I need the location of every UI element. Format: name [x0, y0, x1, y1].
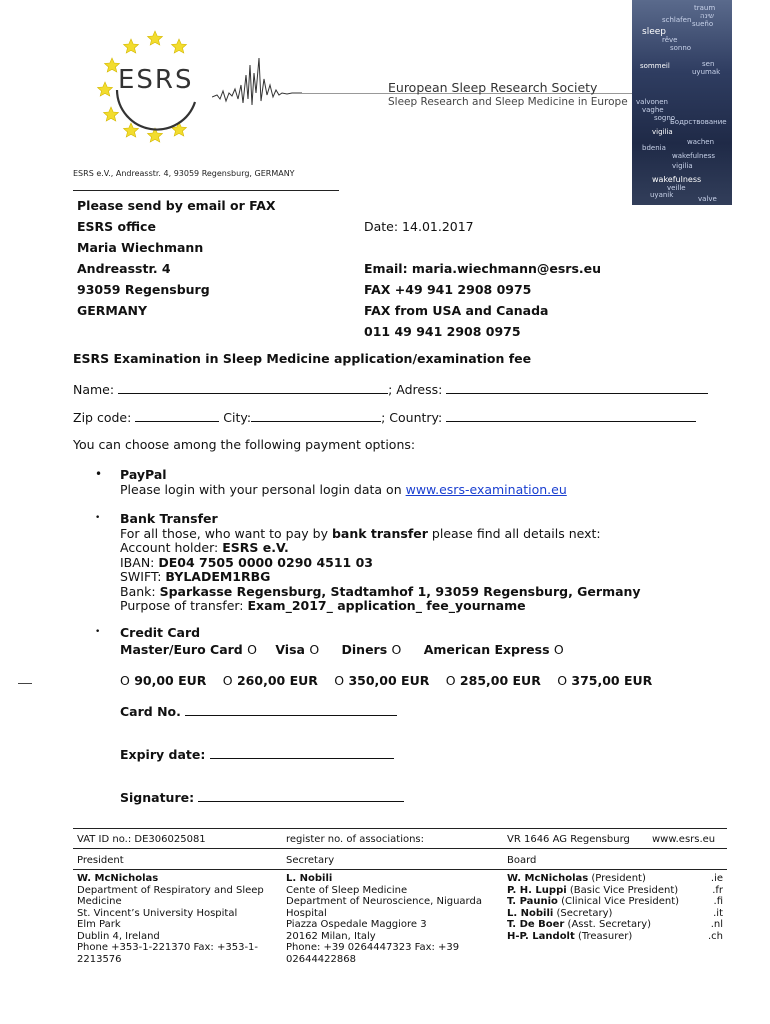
radio-icon[interactable]: O [445, 673, 456, 688]
swift-value: BYLADEM1RBG [165, 569, 271, 584]
secretary-line: 02644422868 [286, 953, 356, 965]
board-member-name: L. Nobili [507, 907, 554, 919]
card-type-diners[interactable] [342, 642, 402, 657]
card-type-row [120, 643, 680, 658]
board-member-name: H-P. Landolt [507, 930, 575, 942]
president-title: President [77, 855, 124, 866]
sleep-word: sen [702, 60, 715, 68]
paypal-heading: PayPal [120, 467, 167, 482]
city-field[interactable] [251, 409, 381, 422]
president-block [77, 873, 277, 965]
zip-city-country-row [73, 409, 696, 425]
bank-intro-b: bank transfer [331, 525, 428, 541]
board-member-role: (Clinical Vice President) [561, 896, 680, 907]
purpose-value: Exam_2017_ application_ fee_yourname [247, 598, 526, 613]
exam-website-link[interactable]: www.esrs-examination.eu [405, 481, 567, 497]
sleep-word: wakefulness [672, 152, 716, 160]
board-member-country: .fi [713, 896, 723, 907]
radio-icon[interactable]: O [120, 673, 130, 688]
fax-text: FAX +49 941 2908 0975 [364, 282, 532, 297]
fax-usa-number: 011 49 941 2908 0975 [364, 324, 521, 339]
name-address-row [73, 381, 708, 397]
secretary-name: L. Nobili [286, 873, 333, 884]
payment-intro: You can choose among the following payment options: [73, 437, 416, 452]
sleep-word: traum [694, 4, 716, 12]
sleep-word: Бодрствование [670, 118, 727, 126]
board-member-name: P. H. Luppi [507, 884, 567, 896]
sleep-word: rêve [662, 36, 678, 44]
secretary-line: Department of Neuroscience, Niguarda [286, 896, 482, 907]
sleep-word: uyumak [692, 68, 721, 76]
country-label: ; Country: [381, 410, 443, 425]
board-member [507, 919, 723, 931]
board-title: Board [507, 855, 537, 866]
president-line: Medicine [77, 896, 122, 907]
sleep-word: vigilia [652, 128, 673, 136]
board-member [507, 931, 723, 943]
paypal-text: Please login with your personal login data on [120, 481, 402, 497]
card-number-row [120, 703, 397, 720]
contact-block [364, 216, 601, 342]
radio-icon[interactable]: O [309, 642, 320, 657]
sleep-word: valve [698, 195, 717, 203]
board-member-name: T. De Boer [507, 919, 565, 930]
email-text: Email: maria.wiechmann@esrs.eu [364, 261, 602, 276]
amount-label: 375,00 EUR [571, 673, 653, 688]
board-member-country: .ch [707, 930, 723, 942]
signature-label: Signature: [120, 790, 195, 805]
board-block [507, 873, 723, 942]
card-number-field[interactable] [185, 703, 397, 716]
recipient-line: 93059 Regensburg [77, 282, 210, 297]
card-heading: Credit Card [120, 625, 201, 640]
board-member [507, 873, 723, 885]
card-type-label: Diners [341, 642, 388, 657]
secretary-line: Hospital [286, 907, 327, 919]
bullet-icon: • [95, 467, 103, 481]
register-number: VR 1646 AG Regensburg [507, 834, 630, 845]
president-line: Department of Respiratory and Sleep [77, 884, 264, 896]
footer-bottom-rule [73, 869, 727, 870]
board-member-country: .ie [710, 873, 723, 884]
radio-icon[interactable]: O [334, 673, 345, 688]
expiry-field[interactable] [210, 746, 394, 759]
radio-icon[interactable]: O [222, 673, 233, 688]
president-name: W. McNicholas [77, 873, 159, 884]
bullet-icon: • [95, 513, 101, 523]
board-member-role: (Asst. Secretary) [567, 919, 652, 930]
sleep-word: wakefulness [652, 175, 702, 184]
expiry-label: Expiry date: [120, 747, 206, 762]
date-text: Date: 14.01.2017 [364, 219, 474, 234]
secretary-line: Phone: +39 0264447323 Fax: +39 [286, 942, 460, 953]
bank-intro-a: For all those, who want to pay by [120, 525, 328, 541]
name-field[interactable] [118, 381, 388, 394]
card-number-label: Card No. [120, 704, 181, 719]
recipient-line: ESRS office [77, 219, 156, 234]
sleep-word: sonno [670, 44, 692, 52]
fax-usa-label: FAX from USA and Canada [364, 303, 549, 318]
amount-option[interactable] [223, 673, 318, 688]
president-line: 2213576 [77, 953, 122, 965]
holder-label: Account holder: [120, 540, 219, 555]
board-member-role: (Secretary) [556, 907, 613, 919]
card-type-amex[interactable] [424, 642, 564, 657]
board-member-name: T. Paunio [507, 896, 558, 907]
register-label: register no. of associations: [286, 834, 425, 845]
recipient-line: Maria Wiechmann [77, 240, 204, 255]
bullet-icon: • [95, 627, 101, 637]
sleep-word: sleep [642, 27, 666, 37]
card-type-label: American Express [423, 642, 550, 657]
esrs-logo-text: ESRS [118, 65, 194, 95]
purpose-label: Purpose of transfer: [120, 598, 244, 613]
footer-top-rule [73, 828, 727, 829]
holder-value: ESRS e.V. [222, 540, 289, 555]
secretary-line: 20162 Milan, Italy [286, 930, 376, 942]
country-field[interactable] [446, 409, 696, 422]
bank-option [120, 512, 641, 614]
footer-mid-rule [73, 848, 727, 849]
board-member-role: (Treasurer) [577, 930, 633, 942]
name-label: Name: [73, 382, 115, 397]
recipient-line: GERMANY [77, 303, 148, 318]
board-member [507, 908, 723, 920]
board-member-country: .nl [710, 919, 723, 930]
sleep-word: wachen [687, 138, 715, 146]
society-subtitle: Sleep Research and Sleep Medicine in Europe [388, 96, 628, 108]
president-line: St. Vincent’s University Hospital [77, 907, 238, 919]
vat-id: VAT ID no.: DE306025081 [77, 834, 206, 845]
radio-icon[interactable]: O [553, 642, 564, 657]
secretary-line: Cente of Sleep Medicine [286, 884, 408, 896]
amount-label: 350,00 EUR [348, 673, 430, 688]
sleep-word: vigilia [672, 162, 693, 170]
sleep-word: vaghe [642, 106, 664, 114]
card-type-label: Visa [275, 642, 305, 657]
board-member [507, 896, 723, 908]
swift-label: SWIFT: [120, 569, 162, 584]
amount-label: 90,00 EUR [134, 673, 207, 688]
bank-heading: Bank Transfer [120, 511, 218, 526]
bank-value: Sparkasse Regensburg, Stadtamhof 1, 93059 Regensburg, Germany [159, 583, 641, 599]
amount-row [120, 674, 700, 689]
recipient-heading: Please send by email or FAX [77, 198, 276, 213]
sleep-word: uyanik [650, 191, 674, 199]
secretary-title: Secretary [286, 855, 335, 866]
bank-intro-c: please find all details next: [431, 525, 601, 541]
sleep-word: veille [667, 184, 686, 192]
recipient-line: Andreasstr. 4 [77, 261, 171, 276]
sleep-word: sogno [654, 114, 676, 122]
amount-option[interactable] [334, 673, 429, 688]
city-label: City: [223, 410, 252, 425]
website-link[interactable]: www.esrs.eu [652, 834, 716, 845]
amount-label: 285,00 EUR [459, 673, 541, 688]
iban-label: IBAN: [120, 554, 155, 570]
iban-value: DE04 7505 0000 0290 4511 03 [158, 554, 373, 570]
amount-option[interactable] [120, 673, 206, 688]
paypal-option [120, 468, 567, 497]
sleep-word: sueño [692, 20, 714, 28]
radio-icon[interactable]: O [557, 673, 568, 688]
board-member-name: W. McNicholas [507, 873, 589, 884]
board-member-country: .fr [712, 884, 723, 896]
secretary-block [286, 873, 496, 965]
card-type-label: Master/Euro Card [120, 642, 243, 657]
sleep-word: valvonen [636, 98, 668, 106]
amount-option[interactable] [446, 673, 541, 688]
address-field[interactable] [446, 381, 708, 394]
amount-label: 260,00 EUR [236, 673, 318, 688]
address-rule [73, 190, 339, 191]
card-type-visa[interactable] [275, 642, 319, 657]
address-label: ; Adress: [388, 382, 443, 397]
society-name: European Sleep Research Society [388, 80, 598, 95]
radio-icon[interactable]: O [247, 642, 257, 657]
board-member-role: (Basic Vice President) [569, 884, 679, 896]
zip-label: Zip code: [73, 410, 132, 425]
sender-address: ESRS e.V., Andreasstr. 4, 93059 Regensburg, GERMANY [73, 169, 295, 178]
bank-label: Bank: [120, 583, 156, 599]
sleep-words-image [632, 0, 732, 205]
signature-field[interactable] [198, 789, 404, 802]
form-title: ESRS Examination in Sleep Medicine application/examination fee [73, 351, 532, 366]
radio-icon[interactable]: O [391, 642, 402, 657]
secretary-line: Piazza Ospedale Maggiore 3 [286, 919, 427, 930]
sleep-word: bdenia [642, 144, 666, 152]
president-line: Elm Park [77, 919, 121, 930]
president-line: Dublin 4, Ireland [77, 930, 160, 942]
president-line: Phone +353-1-221370 Fax: +353-1- [77, 942, 259, 953]
margin-mark [18, 683, 32, 684]
sleep-word: schlafen [662, 16, 692, 24]
amount-option[interactable] [557, 673, 652, 688]
sleep-word: שינה [700, 12, 714, 20]
board-member-country: .it [713, 907, 723, 919]
card-type-mastercard[interactable] [120, 642, 257, 657]
board-member-role: (President) [591, 873, 646, 884]
zip-field[interactable] [135, 409, 219, 422]
eeg-wave-graphic [212, 55, 302, 115]
signature-row [120, 789, 404, 806]
sleep-word: sommeil [640, 62, 670, 70]
board-member [507, 885, 723, 897]
expiry-row [120, 746, 394, 763]
recipient-block [77, 195, 276, 321]
